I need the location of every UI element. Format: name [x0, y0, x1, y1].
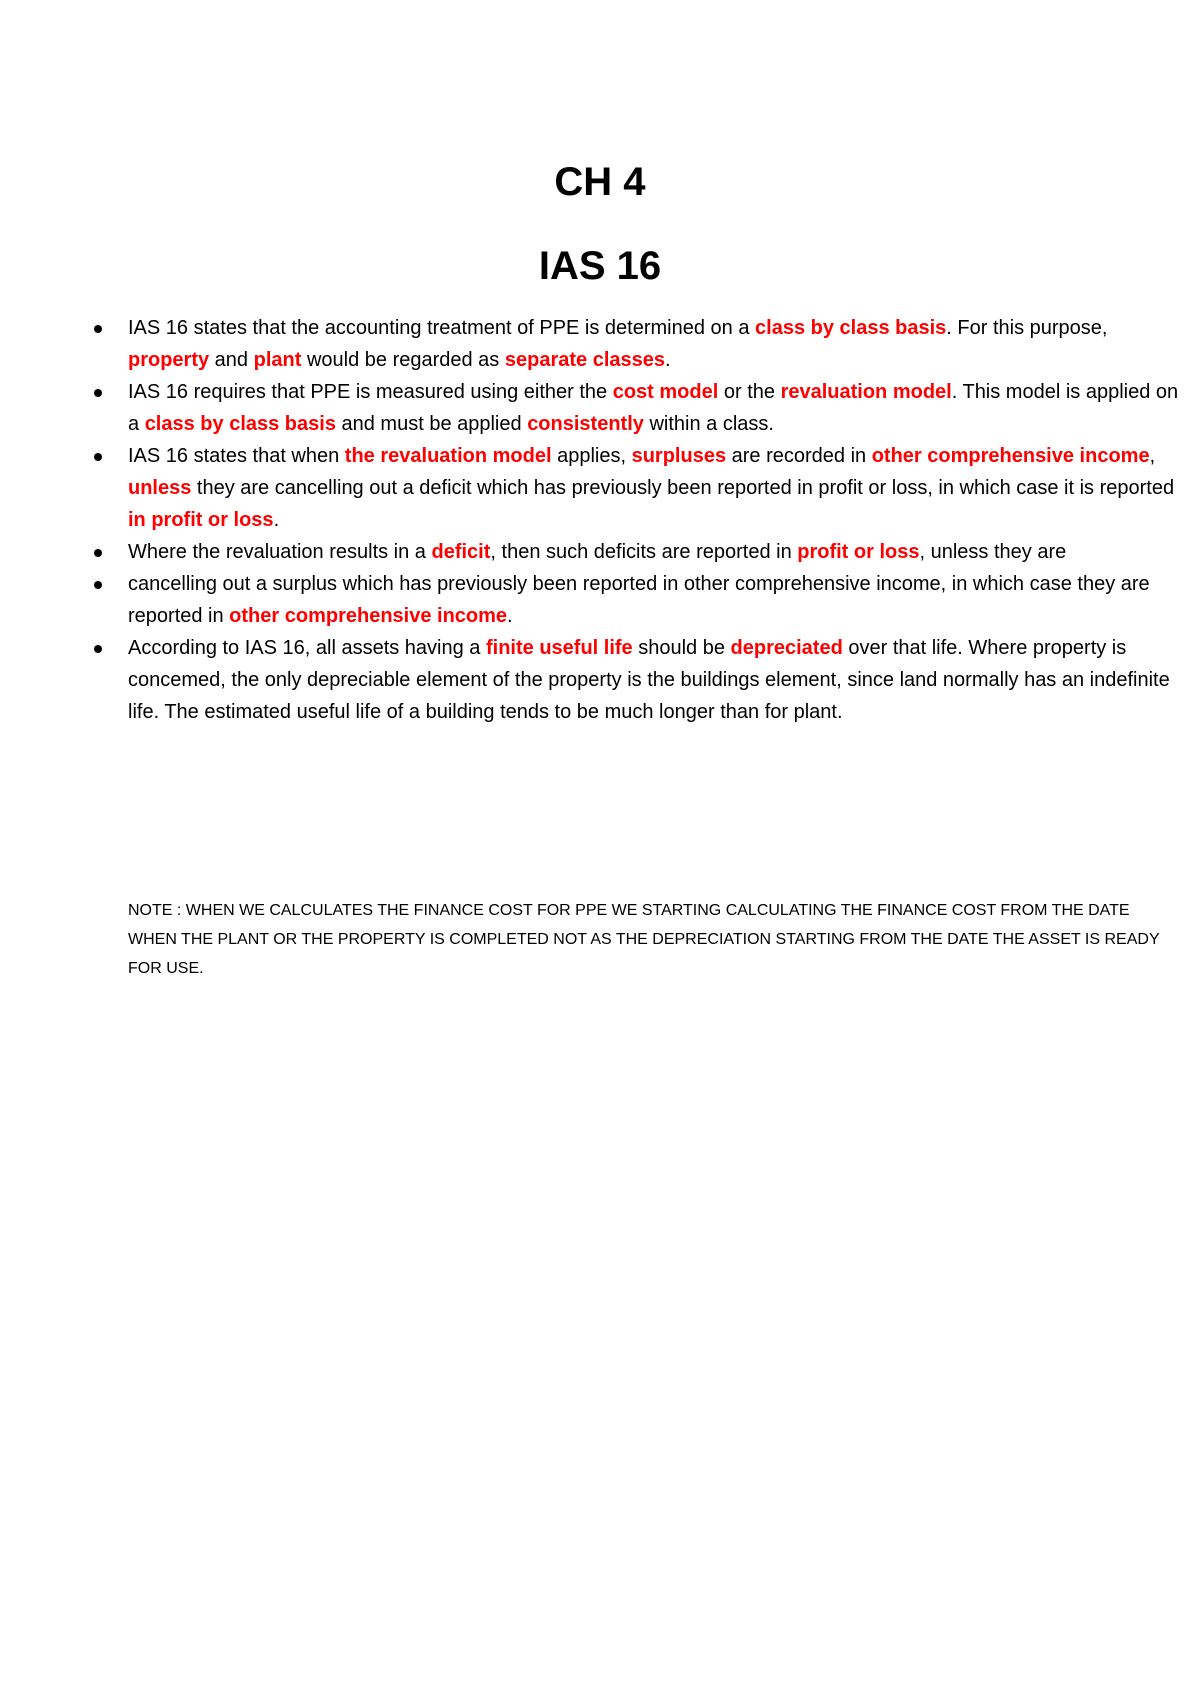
highlight-text: in profit or loss — [128, 509, 274, 531]
text-segment: . — [507, 605, 513, 627]
bullet-list — [0, 312, 1200, 728]
bullet-item-measurement-model — [0, 376, 1200, 440]
text-segment: should be — [632, 637, 731, 659]
highlight-text: class by class basis — [144, 413, 336, 435]
text-segment: and must be applied — [335, 413, 528, 435]
text-segment: within a class. — [643, 413, 774, 435]
highlight-text: depreciated — [730, 637, 843, 659]
highlight-text: unless — [128, 477, 192, 499]
bullet-item-revaluation-surplus — [0, 440, 1200, 536]
bullet-dot-icon — [94, 389, 102, 397]
text-segment: Where the revaluation results in a — [128, 541, 432, 563]
text-segment: IAS 16 states that when — [128, 445, 345, 467]
text-segment: IAS 16 requires that PPE is measured using either the — [128, 381, 613, 403]
text-segment: or the — [718, 381, 781, 403]
text-segment: and — [209, 349, 254, 371]
text-segment: . For this purpose, — [946, 317, 1108, 339]
bullet-item-revaluation-deficit — [0, 536, 1200, 568]
text-segment: cancelling out a surplus which has previously been reported in other comprehensive income, in which case they are reported in — [128, 573, 1150, 627]
bullet-dot-icon — [94, 325, 102, 333]
text-segment: , — [1149, 445, 1156, 467]
text-segment: IAS 16 states that the accounting treatment of PPE is determined on a — [128, 317, 756, 339]
text-segment: . — [273, 509, 280, 531]
text-segment: , then such deficits are reported in — [490, 541, 798, 563]
highlight-text: plant — [253, 349, 302, 371]
bullet-dot-icon — [94, 645, 102, 653]
highlight-text: revaluation model — [780, 381, 952, 403]
highlight-text: class by class basis — [755, 317, 947, 339]
finance-cost-note: NOTE : WHEN WE CALCULATES THE FINANCE COST FOR PPE WE STARTING CALCULATING THE FINANCE COST FROM THE DATE WHEN THE PLANT OR THE PROPERTY IS COMPLETED NOT AS THE DEPRECIATION STARTING FROM THE DATE THE ASSET IS READY FOR USE. — [128, 902, 1160, 977]
highlight-text: the revaluation model — [344, 445, 552, 467]
highlight-text: other comprehensive income — [871, 445, 1150, 467]
highlight-text: profit or loss — [797, 541, 920, 563]
highlight-text: deficit — [431, 541, 491, 563]
text-segment: . — [665, 349, 671, 371]
text-line — [128, 344, 1180, 376]
highlight-text: other comprehensive income — [229, 605, 508, 627]
highlight-text: finite useful life — [485, 637, 633, 659]
text-segment: . This model is applied on a — [128, 381, 1179, 435]
text-segment: they are cancelling out a deficit which has previously been reported in profit or loss, in which case it is reported — [191, 477, 1175, 499]
text-segment: would be regarded as — [301, 349, 505, 371]
highlight-text: consistently — [527, 413, 644, 435]
chapter-title: CH 4 — [554, 160, 646, 204]
text-segment: are recorded in — [726, 445, 872, 467]
bullet-item-cancelling-surplus — [0, 568, 1200, 632]
bullet-item-depreciation — [0, 632, 1200, 728]
bullet-dot-icon — [94, 581, 102, 589]
standard-title: IAS 16 — [538, 244, 662, 288]
highlight-text: surpluses — [631, 445, 727, 467]
bullet-dot-icon — [94, 453, 102, 461]
bullet-item-class-basis — [0, 312, 1200, 376]
bullet-dot-icon — [94, 549, 102, 557]
text-segment: over that life. Where property is concemed, the only depreciable element of the property is the buildings element, since land normally has an indefinite life. The estimated useful life of a building tends to be much longer than for plant. — [128, 637, 1170, 723]
highlight-text: property — [128, 349, 210, 371]
highlight-text: separate classes — [504, 349, 665, 371]
text-segment: applies, — [551, 445, 632, 467]
text-segment: , unless they are — [919, 541, 1067, 563]
text-segment: According to IAS 16, all assets having a — [128, 637, 486, 659]
highlight-text: cost model — [612, 381, 719, 403]
